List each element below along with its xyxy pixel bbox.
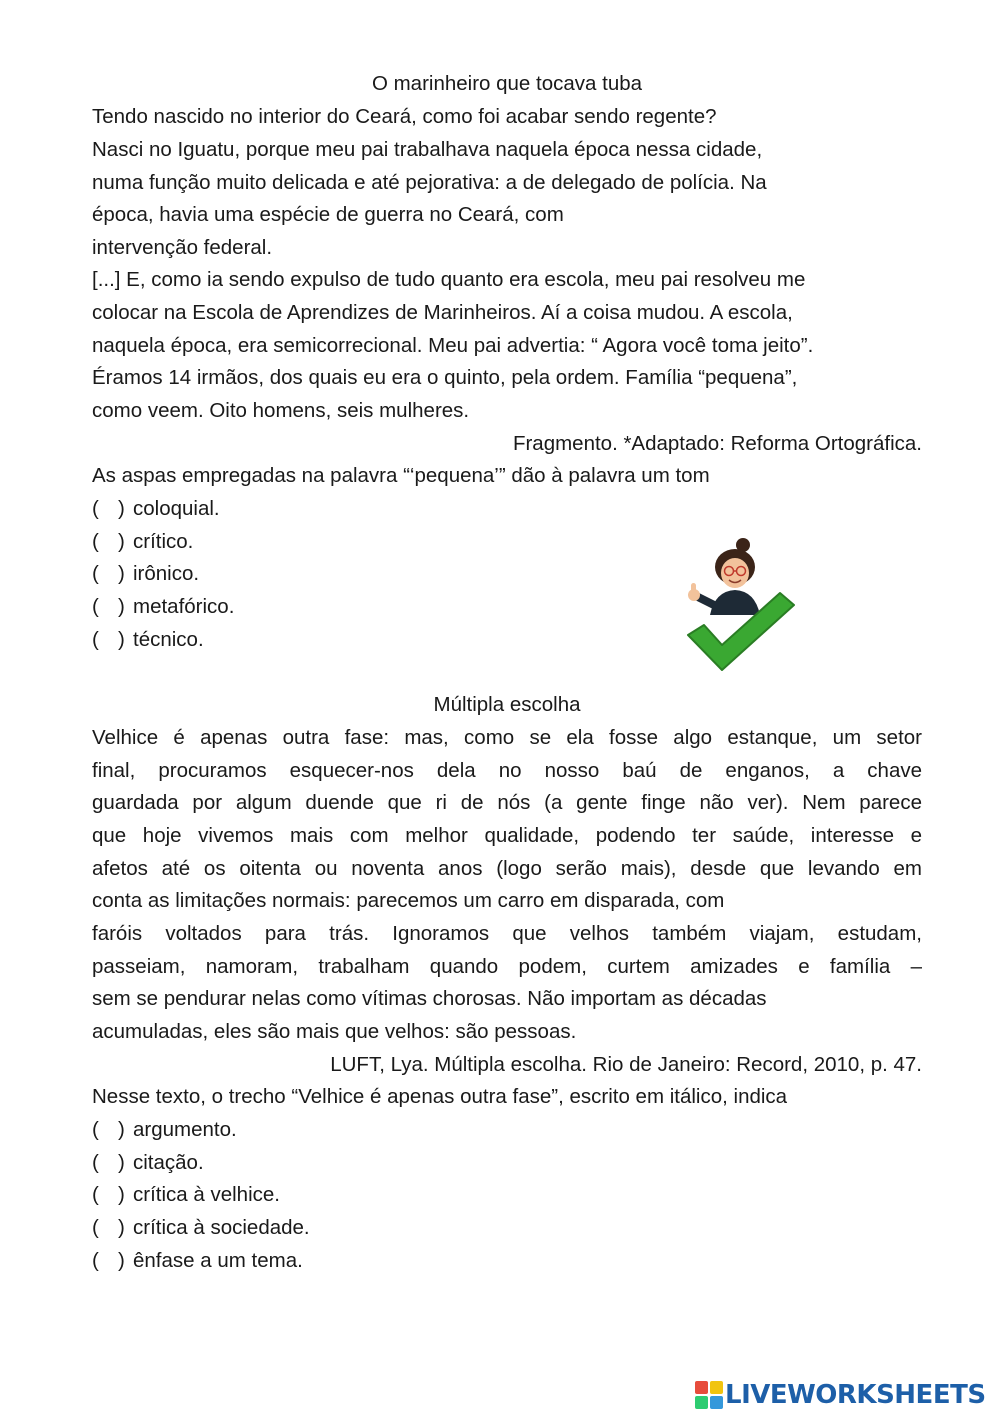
option-label: técnico. <box>133 628 204 651</box>
option-close-paren: ) <box>118 1249 125 1272</box>
option-label: metafórico. <box>133 595 235 618</box>
option-open-paren: ( <box>92 530 99 553</box>
option-open-paren: ( <box>92 628 99 651</box>
passage2-line: faróis voltados para trás. Ignoramos que velhos também viajam, estudam, <box>92 922 922 945</box>
option-label: crítico. <box>133 530 194 553</box>
passage1-line: Nasci no Iguatu, porque meu pai trabalhava naquela época nessa cidade, <box>92 138 763 161</box>
option-open-paren: ( <box>92 1216 99 1239</box>
option-label: ênfase a um tema. <box>133 1249 303 1272</box>
option-close-paren: ) <box>118 1151 125 1174</box>
option-open-paren: ( <box>92 595 99 618</box>
passage1-option-metaforico[interactable] <box>92 590 234 623</box>
option-close-paren: ) <box>118 595 125 618</box>
passage1-line: intervenção federal. <box>92 236 273 259</box>
passage2-option-argumento[interactable] <box>92 1113 237 1146</box>
passage1-option-ironico[interactable] <box>92 557 199 590</box>
option-open-paren: ( <box>92 1249 99 1272</box>
passage1-line: [...] E, como ia sendo expulso de tudo quanto era escola, meu pai resolveu me <box>92 268 806 291</box>
passage1-option-coloquial[interactable] <box>92 492 220 525</box>
option-close-paren: ) <box>118 562 125 585</box>
option-open-paren: ( <box>92 1151 99 1174</box>
passage1-line: naquela época, era semicorrecional. Meu pai advertia: “ Agora você toma jeito”. <box>92 334 814 357</box>
passage2-line: passeiam, namoram, trabalham quando podem, curtem amizades e família – <box>92 955 922 978</box>
option-close-paren: ) <box>118 1216 125 1239</box>
passage1-source: Fragmento. *Adaptado: Reforma Ortográfica. <box>512 432 922 455</box>
passage2-line: Velhice é apenas outra fase: mas, como se ela fosse algo estanque, um setor <box>92 726 922 749</box>
passage1-option-tecnico[interactable] <box>92 623 204 656</box>
option-close-paren: ) <box>118 1118 125 1141</box>
passage2-line: sem se pendurar nelas como vítimas chorosas. Não importam as décadas <box>92 987 767 1010</box>
teacher-avatar-checkmark-icon <box>680 535 800 675</box>
passage2-option-citacao[interactable] <box>92 1146 204 1179</box>
option-label: crítica à velhice. <box>133 1183 280 1206</box>
option-close-paren: ) <box>118 1183 125 1206</box>
passage2-line: que hoje vivemos mais com melhor qualidade, podendo ter saúde, interesse e <box>92 824 922 847</box>
passage1-line: Tendo nascido no interior do Ceará, como foi acabar sendo regente? <box>92 105 717 128</box>
passage2-line: acumuladas, eles são mais que velhos: são pessoas. <box>92 1020 577 1043</box>
passage2-source: LUFT, Lya. Múltipla escolha. Rio de Janeiro: Record, 2010, p. 47. <box>330 1053 922 1076</box>
passage2-option-critica-velhice[interactable] <box>92 1178 280 1211</box>
passage1-line: como veem. Oito homens, seis mulheres. <box>92 399 470 422</box>
option-open-paren: ( <box>92 562 99 585</box>
passage2-line: afetos até os oitenta ou noventa anos (logo serão mais), desde que levando em <box>92 857 922 880</box>
option-close-paren: ) <box>118 497 125 520</box>
option-label: citação. <box>133 1151 204 1174</box>
passage2-line: final, procuramos esquecer-nos dela no nosso baú de enganos, a chave <box>92 759 922 782</box>
passage1-question: As aspas empregadas na palavra “‘pequena’” dão à palavra um tom <box>92 464 710 487</box>
liveworksheets-logo-icon <box>695 1381 723 1409</box>
passage1-line: época, havia uma espécie de guerra no Ceará, com <box>92 203 564 226</box>
option-open-paren: ( <box>92 1183 99 1206</box>
passage2-line: conta as limitações normais: parecemos um carro em disparada, com <box>92 889 725 912</box>
passage2-option-critica-sociedade[interactable] <box>92 1211 310 1244</box>
option-label: argumento. <box>133 1118 237 1141</box>
option-open-paren: ( <box>92 497 99 520</box>
option-label: irônico. <box>133 562 200 585</box>
passage1-option-critico[interactable] <box>92 525 193 558</box>
worksheet-page <box>92 0 922 1414</box>
option-close-paren: ) <box>118 628 125 651</box>
passage1-line: numa função muito delicada e até pejorativa: a de delegado de polícia. Na <box>92 171 767 194</box>
liveworksheets-logo <box>695 1378 986 1412</box>
passage1-line: colocar na Escola de Aprendizes de Marinheiros. Aí a coisa mudou. A escola, <box>92 301 793 324</box>
passage2-question: Nesse texto, o trecho “Velhice é apenas outra fase”, escrito em itálico, indica <box>92 1085 788 1108</box>
passage2-title: Múltipla escolha <box>433 693 581 716</box>
passage1-title: O marinheiro que tocava tuba <box>371 72 643 95</box>
passage2-line: guardada por algum duende que ri de nós (a gente finge não ver). Nem parece <box>92 791 922 814</box>
logo-text: LIVEWORKSHEETS <box>725 1380 986 1410</box>
passage1-line: Éramos 14 irmãos, dos quais eu era o quinto, pela ordem. Família “pequena”, <box>92 366 798 389</box>
option-label: crítica à sociedade. <box>133 1216 310 1239</box>
option-close-paren: ) <box>118 530 125 553</box>
passage2-option-enfase-tema[interactable] <box>92 1244 303 1277</box>
option-open-paren: ( <box>92 1118 99 1141</box>
option-label: coloquial. <box>133 497 220 520</box>
